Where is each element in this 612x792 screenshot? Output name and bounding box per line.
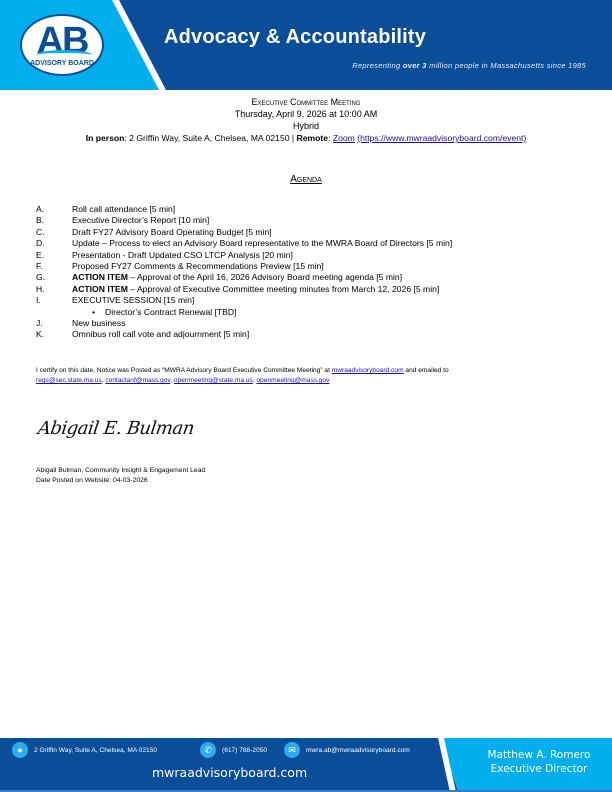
agenda-sub-text: Director’s Contract Renewal [TBD] <box>105 306 237 317</box>
mail-icon: ✉ <box>284 742 300 758</box>
agenda-letter: G. <box>36 272 46 283</box>
agenda-text <box>72 272 596 283</box>
agenda-letter: J. <box>36 318 43 329</box>
posting-certification: I certify on this date, Notice was Posted as “MWRA Advisory Board Executive Committee Meeting” at mwraadvisoryboard.com and emailed to regs@sec.state.ma.us, contactanf@mass.gov, openmeeting@state.ma.us, openmeeting@mass.gov <box>36 367 449 384</box>
meeting-title: Executive Committee Meeting <box>251 97 361 107</box>
agenda-letter: E. <box>36 249 45 260</box>
agenda-text-rest: – Approval of the April 16, 2026 Advisory Board meeting agenda [5 min] <box>127 272 403 283</box>
agenda-text: Executive Director’s Report [10 min] <box>72 215 210 226</box>
agenda-text: New business <box>72 318 126 329</box>
agenda-letter: D. <box>36 238 45 249</box>
agenda-item <box>36 227 596 238</box>
footer-director <box>464 748 612 776</box>
agenda-item <box>36 215 596 226</box>
agenda-item <box>36 204 596 215</box>
agenda-text-rest: – Approval of Executive Committee meeting minutes from March 12, 2026 [5 min] <box>127 283 440 294</box>
in-person-address: : 2 Griffin Way, Suite A, Chelsea, MA 02150 | <box>124 133 297 143</box>
agenda-text: Presentation - Draft Updated CSO LTCP Analysis [20 min] <box>72 249 293 260</box>
agenda-item-action <box>36 284 596 295</box>
agenda-list <box>36 204 596 341</box>
agenda-text: Draft FY27 Advisory Board Operating Budget [5 min] <box>72 226 272 237</box>
in-person-label: In person <box>85 133 125 143</box>
agenda-item <box>36 295 596 306</box>
footer-phone <box>200 742 267 758</box>
agenda-item-action <box>36 272 596 283</box>
footer-email <box>284 742 410 758</box>
agenda-item <box>36 250 596 261</box>
email-link[interactable]: openmeeting@state.ma.us <box>173 377 253 384</box>
director-name: Matthew A. Romero <box>487 749 591 761</box>
location-pin-icon: ● <box>12 742 28 758</box>
meeting-format: Hybrid <box>292 121 319 131</box>
footer-phone-text: (617) 788-2050 <box>222 746 268 754</box>
bullet-icon: • <box>92 306 96 317</box>
logo-letters: AB <box>36 20 88 62</box>
agenda-item <box>36 329 596 340</box>
meeting-location <box>0 132 612 144</box>
agenda-text: Proposed FY27 Comments & Recommendations Preview [15 min] <box>72 261 324 272</box>
meeting-datetime: Thursday, April 9, 2026 at 10:00 AM <box>234 109 378 119</box>
letterhead-banner <box>0 0 612 90</box>
tagline-post: million people in Massachusetts since 1985 <box>426 61 586 70</box>
handwritten-signature: Abigail E. Bulman <box>36 418 196 439</box>
action-item-label: ACTION ITEM <box>72 272 128 283</box>
logo-text: ADVISORY BOARD <box>30 60 94 67</box>
banner-title: Advocacy & Accountability <box>164 26 427 48</box>
email-link[interactable]: openmeeting@mass.gov <box>256 377 330 384</box>
agenda-letter: B. <box>36 215 45 226</box>
certify-text-post: and emailed to <box>403 367 449 374</box>
agenda-letter: C. <box>36 226 45 237</box>
agenda-text: Roll call attendance [5 min] <box>72 204 176 214</box>
agenda-letter: F. <box>36 261 43 272</box>
certify-text: I certify on this date, Notice was Posted as “MWRA Advisory Board Executive Committee Meeting” at <box>36 367 332 374</box>
letterhead-footer <box>0 738 612 792</box>
event-url-link[interactable]: (https://www.mwraadvisoryboard.com/event) <box>357 133 527 143</box>
zoom-link[interactable]: Zoom <box>332 133 355 143</box>
email-link[interactable]: regs@sec.state.ma.us <box>36 377 102 384</box>
agenda-text: Omnibus roll call vote and adjournment [5 min] <box>72 329 250 340</box>
agenda-item <box>36 318 596 329</box>
advisory-board-logo <box>20 14 104 76</box>
signer-block <box>36 466 205 485</box>
logo-swoosh-icon <box>36 50 92 60</box>
signer-name-title: Abigail Bulman, Community Insight & Engagement Lead <box>36 467 206 474</box>
agenda-letter: H. <box>36 283 45 294</box>
tagline-bold: over 3 <box>402 61 427 70</box>
website-link[interactable]: mwraadvisoryboard.com <box>331 367 404 374</box>
tagline-pre: Representing <box>352 61 403 70</box>
remote-separator: : <box>328 133 333 143</box>
agenda-item <box>36 238 596 249</box>
agenda-text <box>72 284 596 295</box>
agenda-letter: A. <box>36 204 45 214</box>
agenda-sub-item <box>36 307 596 318</box>
agenda-heading: Agenda <box>290 174 322 185</box>
agenda-letter: K. <box>36 329 45 340</box>
meeting-info <box>0 96 612 144</box>
email-link[interactable]: contactanf@mass.gov <box>105 377 171 384</box>
date-posted: Date Posted on Website: 04-03-2026 <box>36 476 148 484</box>
footer-address-text: 2 Griffin Way, Suite A, Chelsea, MA 02150 <box>34 746 158 754</box>
phone-icon: ✆ <box>200 742 216 758</box>
footer-website: mwraadvisoryboard.com <box>152 765 308 780</box>
footer-email-text: mwra.ab@mwraadvisoryboard.com <box>306 746 410 754</box>
agenda-text: EXECUTIVE SESSION [15 min] <box>72 295 195 306</box>
footer-address <box>12 742 157 758</box>
agenda-letter: I. <box>36 295 41 306</box>
action-item-label: ACTION ITEM <box>72 283 128 294</box>
agenda-item <box>36 261 596 272</box>
banner-tagline <box>352 61 586 70</box>
remote-label: Remote <box>296 133 329 143</box>
agenda-text: Update – Process to elect an Advisory Board representative to the MWRA Board of Directors [5 min] <box>72 238 453 249</box>
director-title: Executive Director <box>490 763 588 775</box>
